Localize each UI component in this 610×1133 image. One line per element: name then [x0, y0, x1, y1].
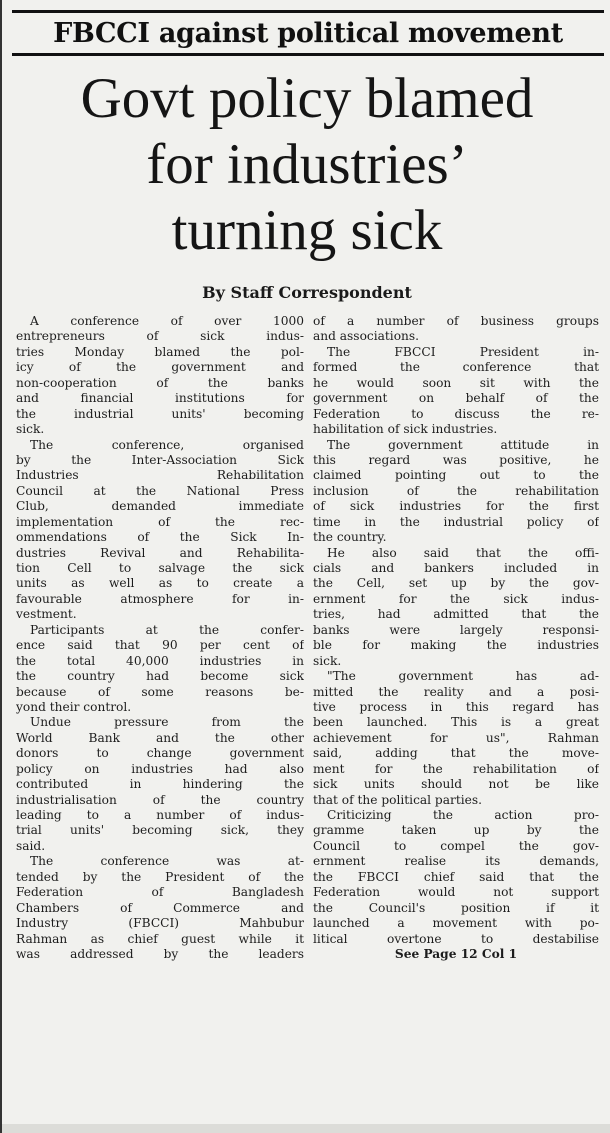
article-line: claimed pointing out to the	[313, 468, 599, 483]
article-line: donors to change government	[16, 746, 304, 761]
article-line: of a number of business groups	[313, 314, 599, 328]
article-line: Participants at the confer-	[30, 622, 304, 637]
article-line: Chambers of Commerce and	[16, 900, 304, 915]
article-line: ble for making the industries	[313, 638, 599, 653]
article-line: dustries Revival and Rehabilita-	[16, 545, 304, 560]
article-column-right	[313, 314, 599, 962]
article-line: the FBCCI chief said that the	[313, 869, 599, 884]
headline-line-1: Govt policy blamed	[80, 67, 534, 130]
article-line: achievement for us", Rahman	[313, 730, 599, 745]
kicker: FBCCI against political movement	[53, 17, 563, 49]
article-line: the country had become sick	[16, 669, 304, 684]
article-line: contributed in hindering the	[16, 777, 304, 792]
article-line: ment for the rehabilitation of	[313, 761, 599, 776]
article-line: of sick industries for the first	[313, 499, 599, 514]
article-line: launched a movement with po-	[313, 916, 599, 931]
article-line: gramme taken up by the	[313, 823, 599, 838]
article-line: The conference was at-	[30, 854, 304, 869]
article-line: and financial institutions for	[16, 391, 304, 406]
article-line: Federation would not support	[313, 885, 599, 900]
article-line: the total 40,000 industries in	[16, 653, 304, 668]
article-line: leading to a number of indus-	[16, 808, 304, 822]
headline-line-2: for industries’	[146, 133, 468, 196]
article-line: the country.	[313, 530, 387, 545]
article-line: formed the conference that	[313, 360, 599, 375]
article-line: that of the political parties.	[313, 792, 482, 807]
article-line: A conference of over 1000	[30, 314, 304, 328]
article-line: favourable atmosphere for in-	[16, 591, 304, 606]
article-line: cials and bankers included in	[313, 561, 599, 575]
article-column-left	[16, 314, 304, 962]
article-line: inclusion of the rehabilitation	[313, 483, 599, 498]
article-line: litical overtone to destabilise	[313, 931, 599, 946]
article-line: He also said that the offi-	[327, 545, 599, 560]
article-line: he would soon sit with the	[313, 375, 599, 390]
article-line: the Council's position if it	[313, 900, 599, 915]
article-line: this regard was positive, he	[313, 452, 599, 467]
article-line: non-cooperation of the banks	[16, 375, 304, 390]
article-line: The government attitude in	[327, 437, 599, 452]
article-line: tended by the President of the	[16, 869, 304, 884]
article-line: sick.	[313, 653, 342, 668]
article-line: ommendations of the Sick In-	[16, 530, 304, 545]
article-line: by the Inter-Association Sick	[16, 452, 304, 467]
article-line: icy of the government and	[16, 360, 304, 375]
article-line: Federation of Bangladesh	[16, 885, 304, 900]
article-line: Council to compel the gov-	[313, 838, 599, 853]
article-line: said, adding that the move-	[313, 746, 599, 761]
article-line: tive process in this regard has	[313, 699, 599, 714]
article-line: tries Monday blamed the pol-	[16, 344, 304, 359]
headline-line-3: turning sick	[171, 199, 443, 262]
article-line: habilitation of sick industries.	[313, 422, 498, 437]
article-line: trial units' becoming sick, they	[16, 823, 304, 838]
article-line: Rahman as chief guest while it	[16, 931, 304, 946]
article-line: because of some reasons be-	[16, 684, 304, 699]
article-line: The FBCCI President in-	[327, 344, 599, 359]
article-line: Criticizing the action pro-	[327, 808, 599, 822]
article-line: policy on industries had also	[16, 761, 304, 776]
article-line: vestment.	[16, 607, 77, 622]
byline: By Staff Correspondent	[202, 283, 412, 302]
article-line: been launched. This is a great	[313, 715, 599, 730]
article-line: mitted the reality and a posi-	[313, 684, 599, 699]
article-line: ence said that 90 per cent of	[16, 638, 304, 653]
article-line: time in the industrial policy of	[313, 514, 599, 529]
article-line: industrialisation of the country	[16, 792, 304, 807]
jump-line: See Page 12 Col 1	[394, 946, 518, 961]
article-line: government on behalf of the	[313, 391, 599, 406]
headline	[2, 66, 610, 264]
article-line: Federation to discuss the re-	[313, 406, 599, 421]
article-line: was addressed by the leaders	[16, 946, 304, 961]
article-line: tion Cell to salvage the sick	[16, 561, 304, 575]
article-line: yond their control.	[16, 699, 132, 714]
article-line: ernment realise its demands,	[313, 854, 599, 869]
article-line: units as well as to create a	[16, 576, 304, 591]
article-line: ernment for the sick indus-	[313, 591, 599, 606]
article-line: World Bank and the other	[16, 730, 304, 745]
article-line: sick units should not be like	[313, 777, 599, 792]
article-line: The conference, organised	[30, 437, 304, 452]
article-line: entrepreneurs of sick indus-	[16, 329, 304, 344]
article-line: tries, had admitted that the	[313, 607, 599, 622]
scan-bottom-edge	[2, 1124, 610, 1133]
kicker-banner	[12, 10, 604, 56]
article-line: sick.	[16, 422, 45, 437]
article-line: said.	[16, 838, 46, 853]
article-line: Council at the National Press	[16, 483, 304, 498]
article-line: Club, demanded immediate	[16, 499, 304, 514]
article-line: "The government has ad-	[327, 669, 599, 684]
article-line: and associations.	[313, 329, 420, 344]
article-line: the industrial units' becoming	[16, 406, 304, 421]
article-line: Industry (FBCCI) Mahbubur	[16, 916, 304, 931]
article-line: banks were largely responsi-	[313, 622, 599, 637]
article-line: Undue pressure from the	[30, 715, 304, 730]
article-line: Industries Rehabilitation	[16, 468, 304, 483]
article-line: the Cell, set up by the gov-	[313, 576, 599, 591]
article-line: implementation of the rec-	[16, 514, 304, 529]
